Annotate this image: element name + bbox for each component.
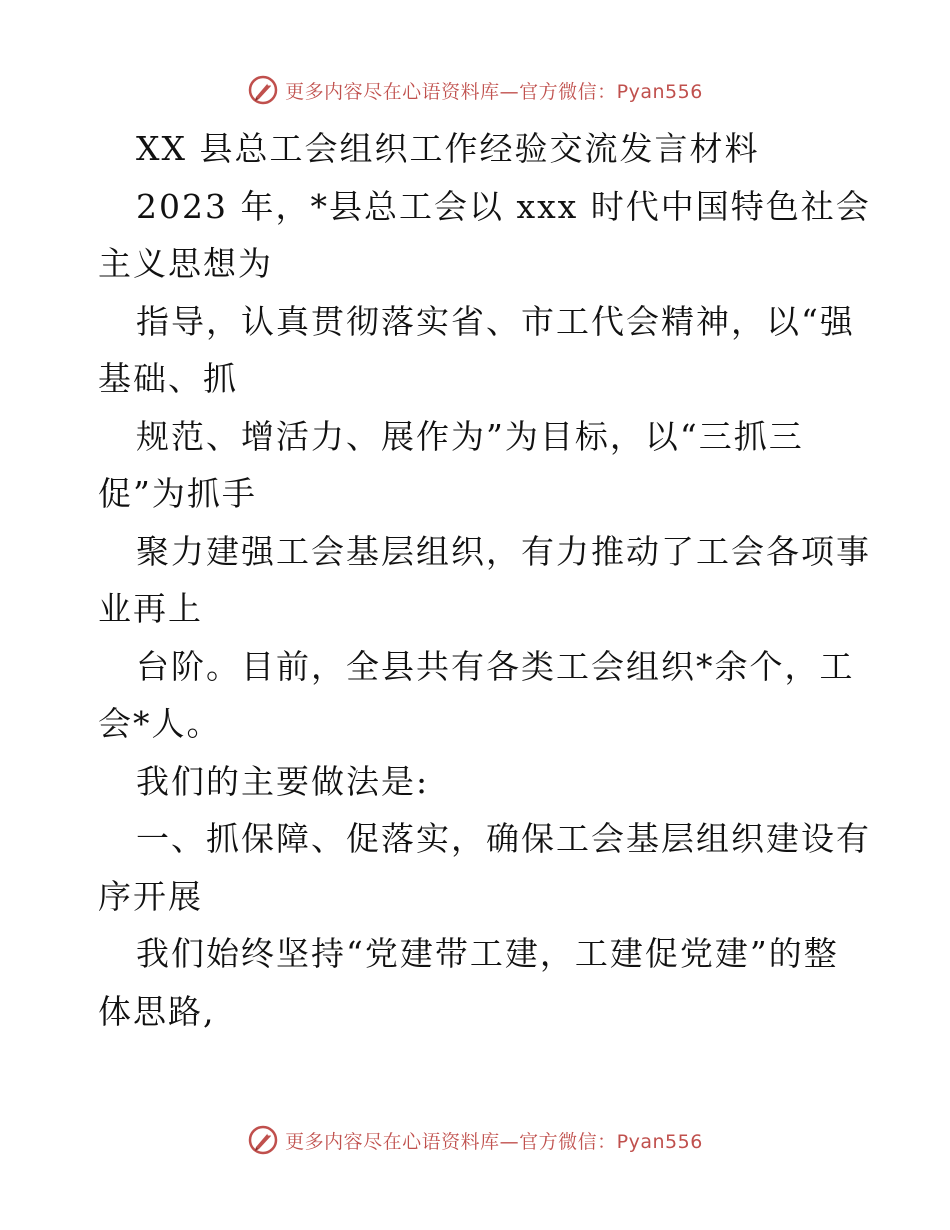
document-line: 一、抓保障、促落实，确保工会基层组织建设有	[136, 819, 871, 858]
pen-circle-logo-icon	[247, 74, 279, 106]
footer-watermark-banner	[0, 1120, 950, 1160]
watermark-text: 更多内容尽在心语资料库—官方微信：Pyan556	[285, 1130, 703, 1153]
document-line: XX 县总工会组织工作经验交流发言材料	[136, 129, 760, 168]
watermark-text: 更多内容尽在心语资料库—官方微信：Pyan556	[285, 80, 703, 103]
document-line: 促”为抓手	[98, 474, 257, 513]
document-line: 序开展	[98, 876, 203, 916]
document-line: 会*人。	[98, 704, 222, 743]
document-line: 台阶。目前，全县共有各类工会组织*余个，工	[136, 646, 855, 686]
document-line: 指导，认真贯彻落实省、市工代会精神，以“强	[136, 301, 855, 341]
document-line: 聚力建强工会基层组织，有力推动了工会各项事	[136, 531, 871, 571]
header-watermark-banner	[0, 70, 950, 110]
document-line: 体思路,	[98, 991, 216, 1031]
document-line: 基础、抓	[98, 359, 238, 398]
document-line: 业再上	[98, 589, 203, 628]
document-body	[98, 120, 871, 1040]
document-line: 规范、增活力、展作为”为目标，以“三抓三	[136, 416, 804, 456]
pen-circle-logo-icon	[247, 1124, 279, 1156]
document-line: 2023 年，*县总工会以 xxx 时代中国特色社会	[136, 186, 871, 226]
document-line: 我们的主要做法是:	[136, 761, 430, 801]
document-line: 主义思想为	[98, 244, 273, 283]
document-line: 我们始终坚持“党建带工建，工建促党建”的整	[136, 934, 839, 973]
